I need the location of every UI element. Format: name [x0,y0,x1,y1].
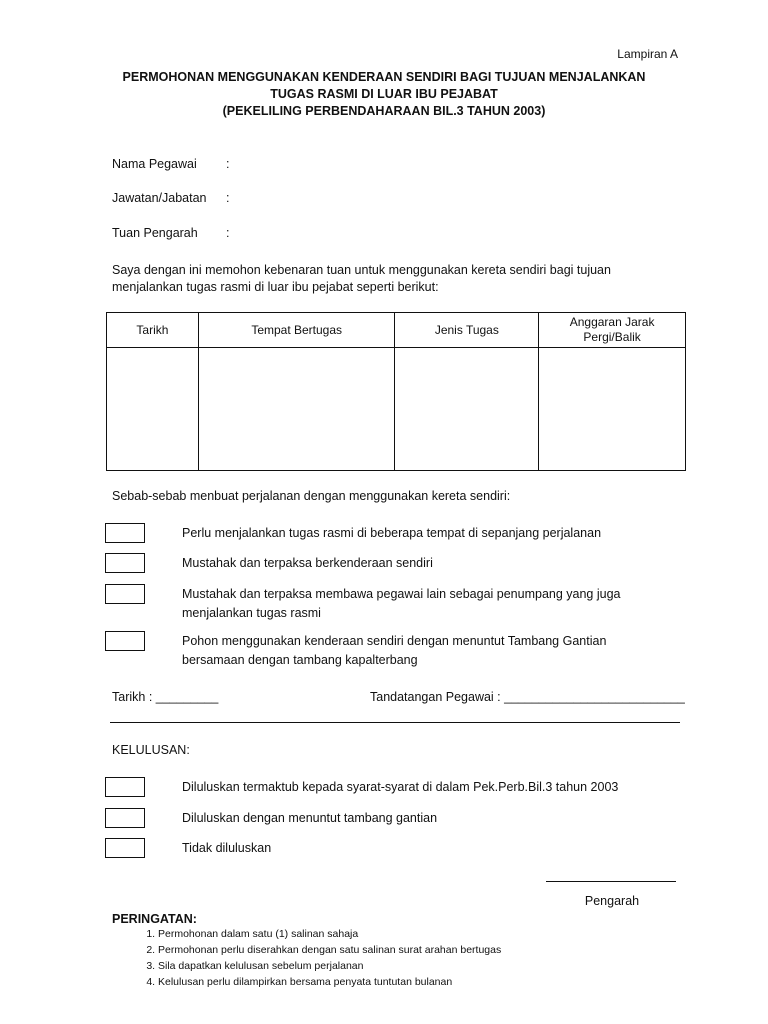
warnings-heading: PERINGATAN: [112,912,197,926]
list-item: 3. Sila dapatkan kelulusan sebelum perjalanan [158,958,678,974]
field-label: Tuan Pengarah [112,226,198,240]
approval-option-1: Diluluskan termaktub kepada syarat-syarat di dalam Pek.Perb.Bil.3 tahun 2003 [182,780,619,794]
list-item: 2. Permohonan perlu diserahkan dengan satu salinan surat arahan bertugas [158,942,678,958]
duty-table [106,312,686,471]
date-field[interactable]: Tarikh : _________ [112,690,219,704]
table-cell[interactable] [198,348,395,471]
form-title [0,69,768,120]
approval-option-3: Tidak diluluskan [182,841,272,855]
title-line-1: PERMOHONAN MENGGUNAKAN KENDERAAN SENDIRI BAGI TUJUAN MENJALANKAN [122,70,646,84]
field-label: Nama Pegawai [112,157,197,171]
reason-checkbox-3[interactable] [105,584,145,604]
approval-checkbox-2[interactable] [105,808,145,828]
approval-heading: KELULUSAN: [112,743,190,757]
reason-checkbox-4[interactable] [105,631,145,651]
reason-option-1: Perlu menjalankan tugas rasmi di beberapa tempat di sepanjang perjalanan [182,526,602,540]
list-item: 1. Permohonan dalam satu (1) salinan sahaja [158,926,678,942]
director-signature-line[interactable] [546,881,676,882]
field-jawatan-jabatan [112,191,229,205]
table-row [107,348,686,471]
reason-checkbox-2[interactable] [105,553,145,573]
title-line-3: (PEKELILING PERBENDAHARAAN BIL.3 TAHUN 2003) [222,104,546,118]
approval-checkbox-1[interactable] [105,777,145,797]
reason-option-3: Mustahak dan terpaksa membawa pegawai lain sebagai penumpang yang juga menjalankan tugas rasmi [182,587,621,620]
table-header-row [107,313,686,348]
request-paragraph: Saya dengan ini memohon kebenaran tuan untuk menggunakan kereta sendiri bagi tujuan menjalankan tugas rasmi di luar ibu pejabat seperti berikut: [112,263,611,294]
attachment-label: Lampiran A [617,47,678,61]
section-divider [110,722,680,723]
approval-checkbox-3[interactable] [105,838,145,858]
table-cell[interactable] [395,348,539,471]
col-header-jenis-tugas: Jenis Tugas [395,313,539,348]
table-cell[interactable] [539,348,686,471]
reasons-heading: Sebab-sebab menbuat perjalanan dengan menggunakan kereta sendiri: [112,489,511,503]
officer-signature-field[interactable]: Tandatangan Pegawai : __________________________ [370,690,685,704]
reason-checkbox-1[interactable] [105,523,145,543]
warnings-list [132,926,678,990]
reason-option-4: Pohon menggunakan kenderaan sendiri dengan menuntut Tambang Gantian bersamaan dengan tambang kapalterbang [182,634,607,667]
field-colon: : [226,226,230,240]
approval-option-2: Diluluskan dengan menuntut tambang gantian [182,811,438,825]
field-tuan-pengarah [112,226,229,240]
director-label: Pengarah [584,894,640,908]
title-line-2: TUGAS RASMI DI LUAR IBU PEJABAT [270,87,498,101]
field-colon: : [226,191,230,205]
col-header-tempat-bertugas: Tempat Bertugas [198,313,395,348]
table-cell[interactable] [107,348,199,471]
reason-option-2: Mustahak dan terpaksa berkenderaan sendiri [182,556,433,570]
col-header-tarikh: Tarikh [107,313,199,348]
col-header-anggaran-jarak: Anggaran Jarak Pergi/Balik [539,313,686,348]
field-nama-pegawai [112,157,229,171]
field-label: Jawatan/Jabatan [112,191,207,205]
list-item: 4. Kelulusan perlu dilampirkan bersama penyata tuntutan bulanan [158,974,678,990]
field-colon: : [226,157,230,171]
